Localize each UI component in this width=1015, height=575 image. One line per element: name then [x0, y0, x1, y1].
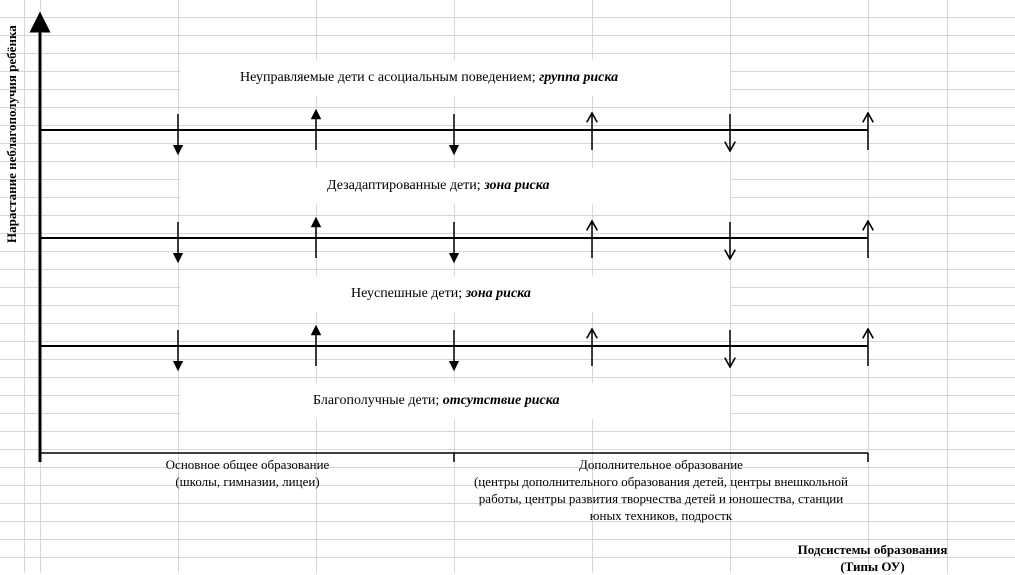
band-label-prosperous [313, 393, 559, 409]
subsystem-description: юных техников, подростк [589, 508, 733, 523]
x-axis-title [790, 541, 955, 575]
y-axis-label: Нарастание неблагополучия ребёнка [4, 25, 19, 243]
band-label-emphasis: отсутствие риска [442, 393, 560, 408]
subsystem-description: работы, центры развития творчества детей и юношества, станции [478, 491, 844, 506]
band-label-risk-group [240, 70, 618, 86]
subsystem-description: (школы, гимназии, лицеи) [175, 474, 320, 489]
subsystem-title: Дополнительное образование [579, 457, 743, 472]
subsystem-basic-education [120, 456, 375, 490]
band-label-emphasis: группа риска [539, 70, 619, 85]
band-label-text: Неуправляемые дети с асоциальным поведением; [240, 70, 540, 85]
x-axis-label-line2: (Типы ОУ) [840, 559, 905, 574]
subsystem-title: Основное общее образование [165, 457, 330, 472]
band-label-text: Благополучные дети; [313, 393, 443, 408]
band-label-text: Дезадаптированные дети; [327, 178, 485, 193]
band-label-emphasis: зона риска [484, 178, 550, 193]
band-label-unsuccessful [351, 286, 531, 302]
subsystem-description: (центры дополнительного образования детей, центры внешкольной [473, 474, 849, 489]
band-label-maladapted [327, 178, 549, 194]
x-axis-label-line1: Подсистемы образования [797, 542, 948, 557]
band-label-text: Неуспешные дети; [351, 286, 466, 301]
band-label-emphasis: зона риска [465, 286, 531, 301]
subsystem-additional-education [454, 456, 868, 524]
